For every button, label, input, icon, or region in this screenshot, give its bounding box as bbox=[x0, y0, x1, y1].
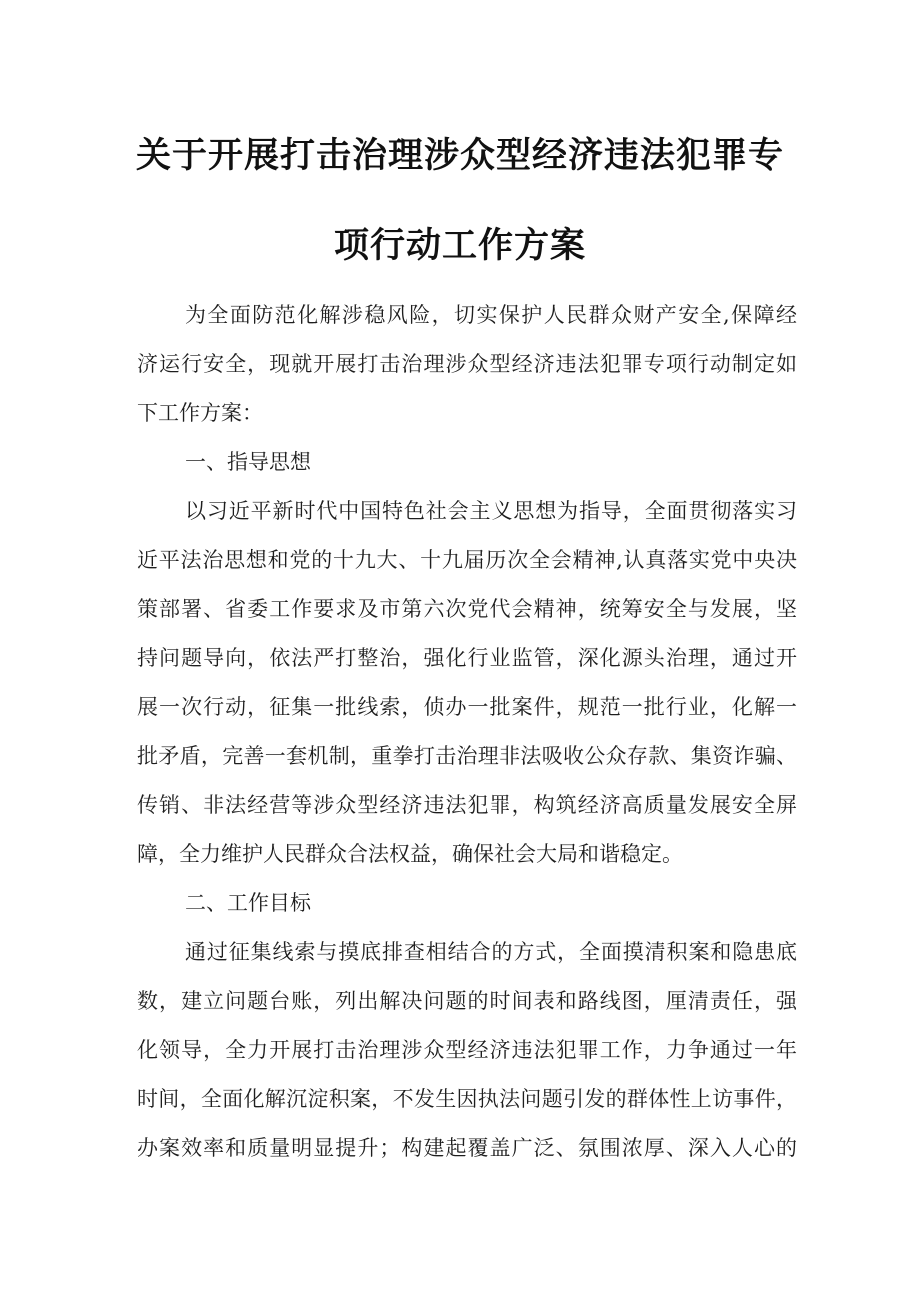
section-1-line: 传销、非法经营等涉众型经济违法犯罪，构筑经济高质量发展安全屏 bbox=[137, 793, 797, 817]
section-1-line: 展一次行动，征集一批线索，侦办一批案件，规范一批行业，化解一 bbox=[137, 695, 797, 719]
section-2-line: 数，建立问题台账，列出解决问题的时间表和路线图，厘清责任，强 bbox=[137, 989, 797, 1013]
section-1-line: 以习近平新时代中国特色社会主义思想为指导，全面贯彻落实习 bbox=[185, 499, 797, 523]
section-1-heading: 一、指导思想 bbox=[185, 450, 311, 474]
section-2-line: 通过征集线索与摸底排查相结合的方式，全面摸清积案和隐患底 bbox=[185, 940, 797, 964]
intro-line: 济运行安全，现就开展打击治理涉众型经济违法犯罪专项行动制定如 bbox=[137, 352, 797, 376]
section-1-line: 障，全力维护人民群众合法权益，确保社会大局和谐稳定。 bbox=[137, 842, 683, 866]
section-1-line: 批矛盾，完善一套机制，重拳打击治理非法吸收公众存款、集资诈骗、 bbox=[137, 744, 797, 768]
section-2-line: 办案效率和质量明显提升；构建起覆盖广泛、氛围浓厚、深入人心的 bbox=[137, 1136, 797, 1160]
document-title-line-2: 项行动工作方案 bbox=[333, 226, 586, 266]
section-2-line: 时间，全面化解沉淀积案，不发生因执法问题引发的群体性上访事件， bbox=[137, 1087, 797, 1111]
section-2-heading: 二、工作目标 bbox=[185, 891, 311, 915]
intro-line: 下工作方案： bbox=[137, 401, 263, 425]
section-1-line: 持问题导向，依法严打整治，强化行业监管，深化源头治理，通过开 bbox=[137, 646, 797, 670]
intro-line: 为全面防范化解涉稳风险，切实保护人民群众财产安全,保障经 bbox=[185, 303, 797, 327]
section-1-line: 策部署、省委工作要求及市第六次党代会精神，统筹安全与发展，坚 bbox=[137, 597, 797, 621]
document-title-line-1: 关于开展打击治理涉众型经济违法犯罪专 bbox=[135, 136, 784, 176]
section-2-line: 化领导，全力开展打击治理涉众型经济违法犯罪工作，力争通过一年 bbox=[137, 1038, 797, 1062]
section-1-line: 近平法治思想和党的十九大、十九届历次全会精神,认真落实党中央决 bbox=[137, 548, 797, 572]
